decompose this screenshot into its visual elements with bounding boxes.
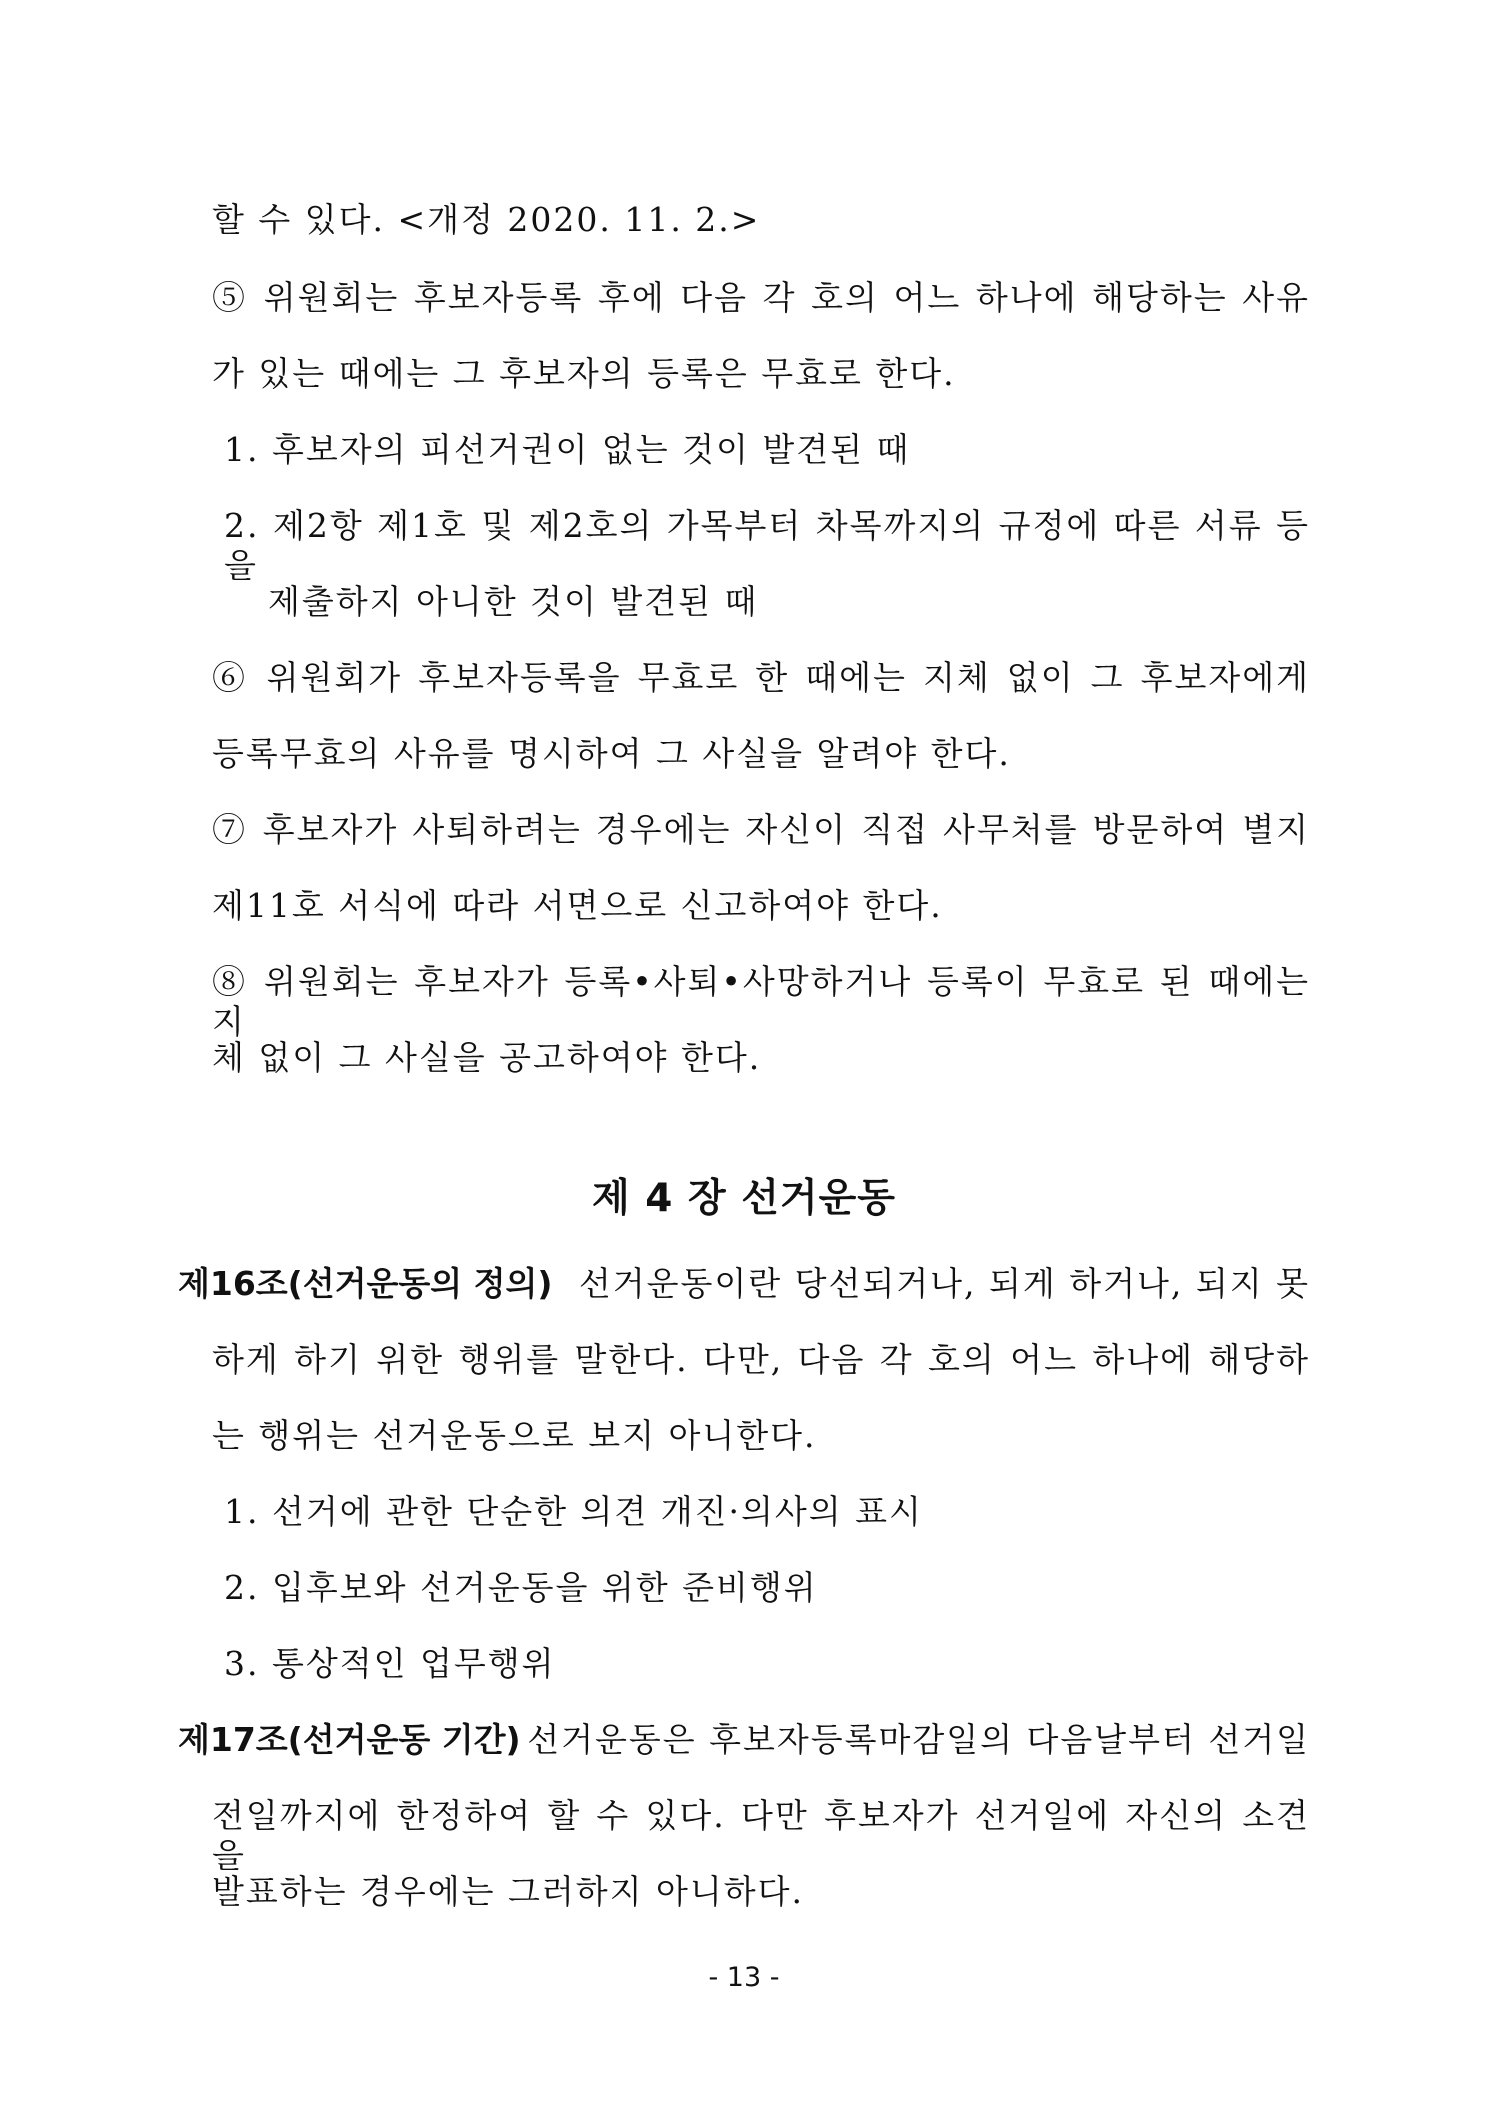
article-17-line-3: 발표하는 경우에는 그러하지 아니하다.: [212, 1872, 805, 1911]
article-16-line-1: [178, 1264, 1310, 1304]
list-item: 2. 입후보와 선거운동을 위한 준비행위: [224, 1568, 818, 1607]
chapter-heading: 제 4 장 선거운동: [592, 1176, 896, 1221]
paragraph-6-line-1: ⑥ 위원회가 후보자등록을 무효로 한 때에는 지체 없이 그 후보자에게: [212, 658, 1310, 697]
list-item: 1. 선거에 관한 단순한 의견 개진·의사의 표시: [224, 1492, 923, 1531]
list-item: 3. 통상적인 업무행위: [224, 1644, 556, 1683]
article-17-title: 제17조(선거운동 기간): [178, 1720, 521, 1759]
page-number: - 13 -: [708, 1962, 780, 1993]
paragraph-7-line-1: ⑦ 후보자가 사퇴하려는 경우에는 자신이 직접 사무처를 방문하여 별지: [212, 810, 1310, 849]
article-16-line-2: 하게 하기 위한 행위를 말한다. 다만, 다음 각 호의 어느 하나에 해당하: [212, 1340, 1310, 1379]
list-item-continuation: 제출하지 아니한 것이 발견된 때: [268, 582, 759, 621]
paragraph-6-line-2: 등록무효의 사유를 명시하여 그 사실을 알려야 한다.: [212, 734, 1011, 773]
article-17-text: 선거운동은 후보자등록마감일의 다음날부터 선거일: [527, 1720, 1310, 1759]
paragraph-5-line-2: 가 있는 때에는 그 후보자의 등록은 무효로 한다.: [212, 354, 956, 393]
article-17-line-2: 전일까지에 한정하여 할 수 있다. 다만 후보자가 선거일에 자신의 소견을: [212, 1796, 1310, 1875]
article-16-line-3: 는 행위는 선거운동으로 보지 아니한다.: [212, 1416, 817, 1455]
list-item: 2. 제2항 제1호 및 제2호의 가목부터 차목까지의 규정에 따른 서류 등을: [224, 506, 1310, 585]
article-17-line-1: [178, 1720, 1310, 1760]
paragraph-5-line-1: ⑤ 위원회는 후보자등록 후에 다음 각 호의 어느 하나에 해당하는 사유: [212, 278, 1310, 317]
list-item: 1. 후보자의 피선거권이 없는 것이 발견된 때: [224, 430, 911, 469]
text-line: 할 수 있다. <개정 2020. 11. 2.>: [212, 200, 761, 239]
paragraph-8-line-1: ⑧ 위원회는 후보자가 등록•사퇴•사망하거나 등록이 무효로 된 때에는 지: [212, 962, 1310, 1041]
article-16-text: 선거운동이란 당선되거나, 되게 하거나, 되지 못: [578, 1264, 1310, 1303]
paragraph-8-line-2: 체 없이 그 사실을 공고하여야 한다.: [212, 1038, 762, 1077]
article-16-title: 제16조(선거운동의 정의): [178, 1264, 553, 1303]
paragraph-7-line-2: 제11호 서식에 따라 서면으로 신고하여야 한다.: [212, 886, 943, 925]
